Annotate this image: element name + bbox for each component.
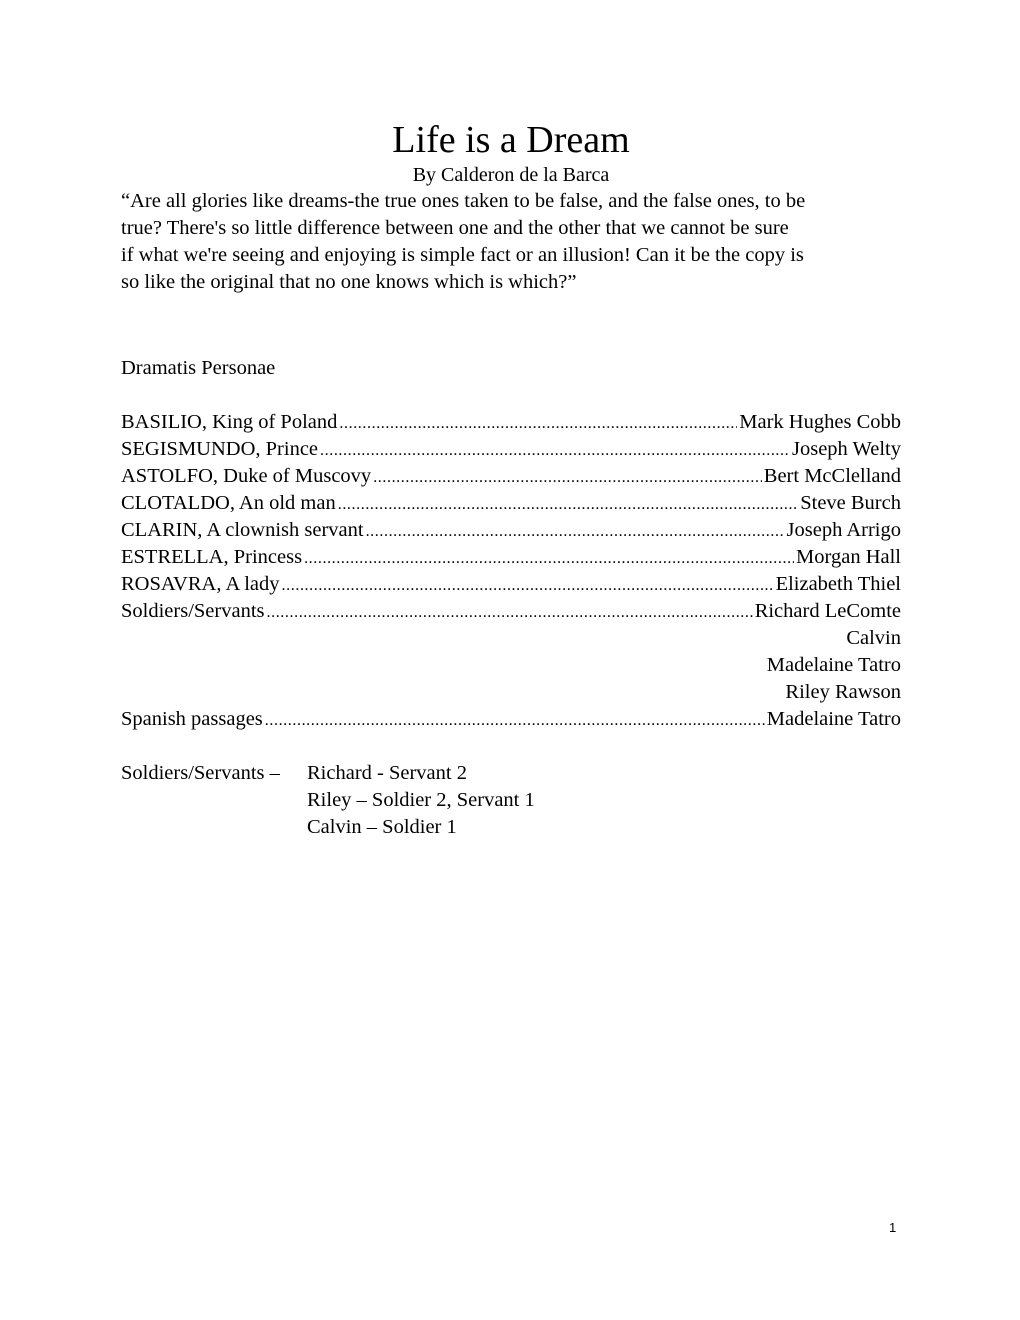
section-heading-dramatis-personae: Dramatis Personae: [121, 357, 276, 379]
quote-line: true? There's so little difference between one and the other that we cannot be sure: [121, 217, 789, 239]
cast-row: [121, 436, 901, 463]
cast-actor: Joseph Arrigo: [786, 519, 901, 541]
cast-actor: Richard LeComte: [754, 600, 901, 622]
cast-role: Soldiers/Servants: [121, 600, 265, 622]
cast-actor: Mark Hughes Cobb: [739, 411, 901, 433]
cast-list: [121, 409, 901, 733]
cast-row: [121, 409, 901, 436]
cast-row: [121, 490, 901, 517]
document-byline: By Calderon de la Barca: [412, 164, 610, 186]
cast-extra-actor: Calvin: [846, 627, 901, 649]
cast-extra-actor: Riley Rawson: [785, 681, 901, 703]
cast-row: [121, 517, 901, 544]
dot-leader: [267, 599, 753, 626]
dot-leader: [339, 410, 737, 437]
cast-actor: Bert McClelland: [763, 465, 901, 487]
quote-line: “Are all glories like dreams-the true ones taken to be false, and the false ones, to be: [121, 190, 806, 212]
cast-actor: Steve Burch: [800, 492, 901, 514]
page-number: 1: [889, 1220, 897, 1235]
cast-role: SEGISMUNDO, Prince: [121, 438, 319, 460]
cast-role: ESTRELLA, Princess: [121, 546, 303, 568]
cast-actor: Elizabeth Thiel: [775, 573, 901, 595]
dot-leader: [304, 545, 794, 572]
document-title: Life is a Dream: [392, 119, 630, 161]
dot-leader: [320, 437, 790, 464]
cast-row: [121, 706, 901, 733]
cast-role: BASILIO, King of Poland: [121, 411, 338, 433]
dot-leader: [265, 707, 765, 734]
cast-role: Spanish passages: [121, 708, 263, 730]
epigraph-quote: [121, 188, 901, 296]
dot-leader: [338, 491, 798, 518]
cast-actor: Madelaine Tatro: [766, 708, 901, 730]
quote-line: so like the original that no one knows which is which?”: [121, 271, 577, 293]
cast-row: [121, 598, 901, 625]
dot-leader: [282, 572, 774, 599]
cast-role: ROSAVRA, A lady: [121, 573, 280, 595]
cast-role: CLARIN, A clownish servant: [121, 519, 364, 541]
cast-actor: Joseph Welty: [791, 438, 901, 460]
cast-role: CLOTALDO, An old man: [121, 492, 336, 514]
quote-line: if what we're seeing and enjoying is simple fact or an illusion! Can it be the copy is: [121, 244, 804, 266]
assignment-value: Calvin – Soldier 1: [307, 816, 457, 838]
assignment-value: Riley – Soldier 2, Servant 1: [307, 789, 535, 811]
cast-actor: Morgan Hall: [796, 546, 901, 568]
cast-row: [121, 571, 901, 598]
cast-role: ASTOLFO, Duke of Muscovy: [121, 465, 372, 487]
cast-row: [121, 544, 901, 571]
cast-row: [121, 463, 901, 490]
assignment-label: Soldiers/Servants –: [121, 762, 280, 784]
assignment-value: Richard - Servant 2: [307, 762, 467, 784]
dot-leader: [373, 464, 762, 491]
document-content: [121, 118, 901, 838]
cast-extra-actor: Madelaine Tatro: [766, 654, 901, 676]
dot-leader: [366, 518, 785, 545]
